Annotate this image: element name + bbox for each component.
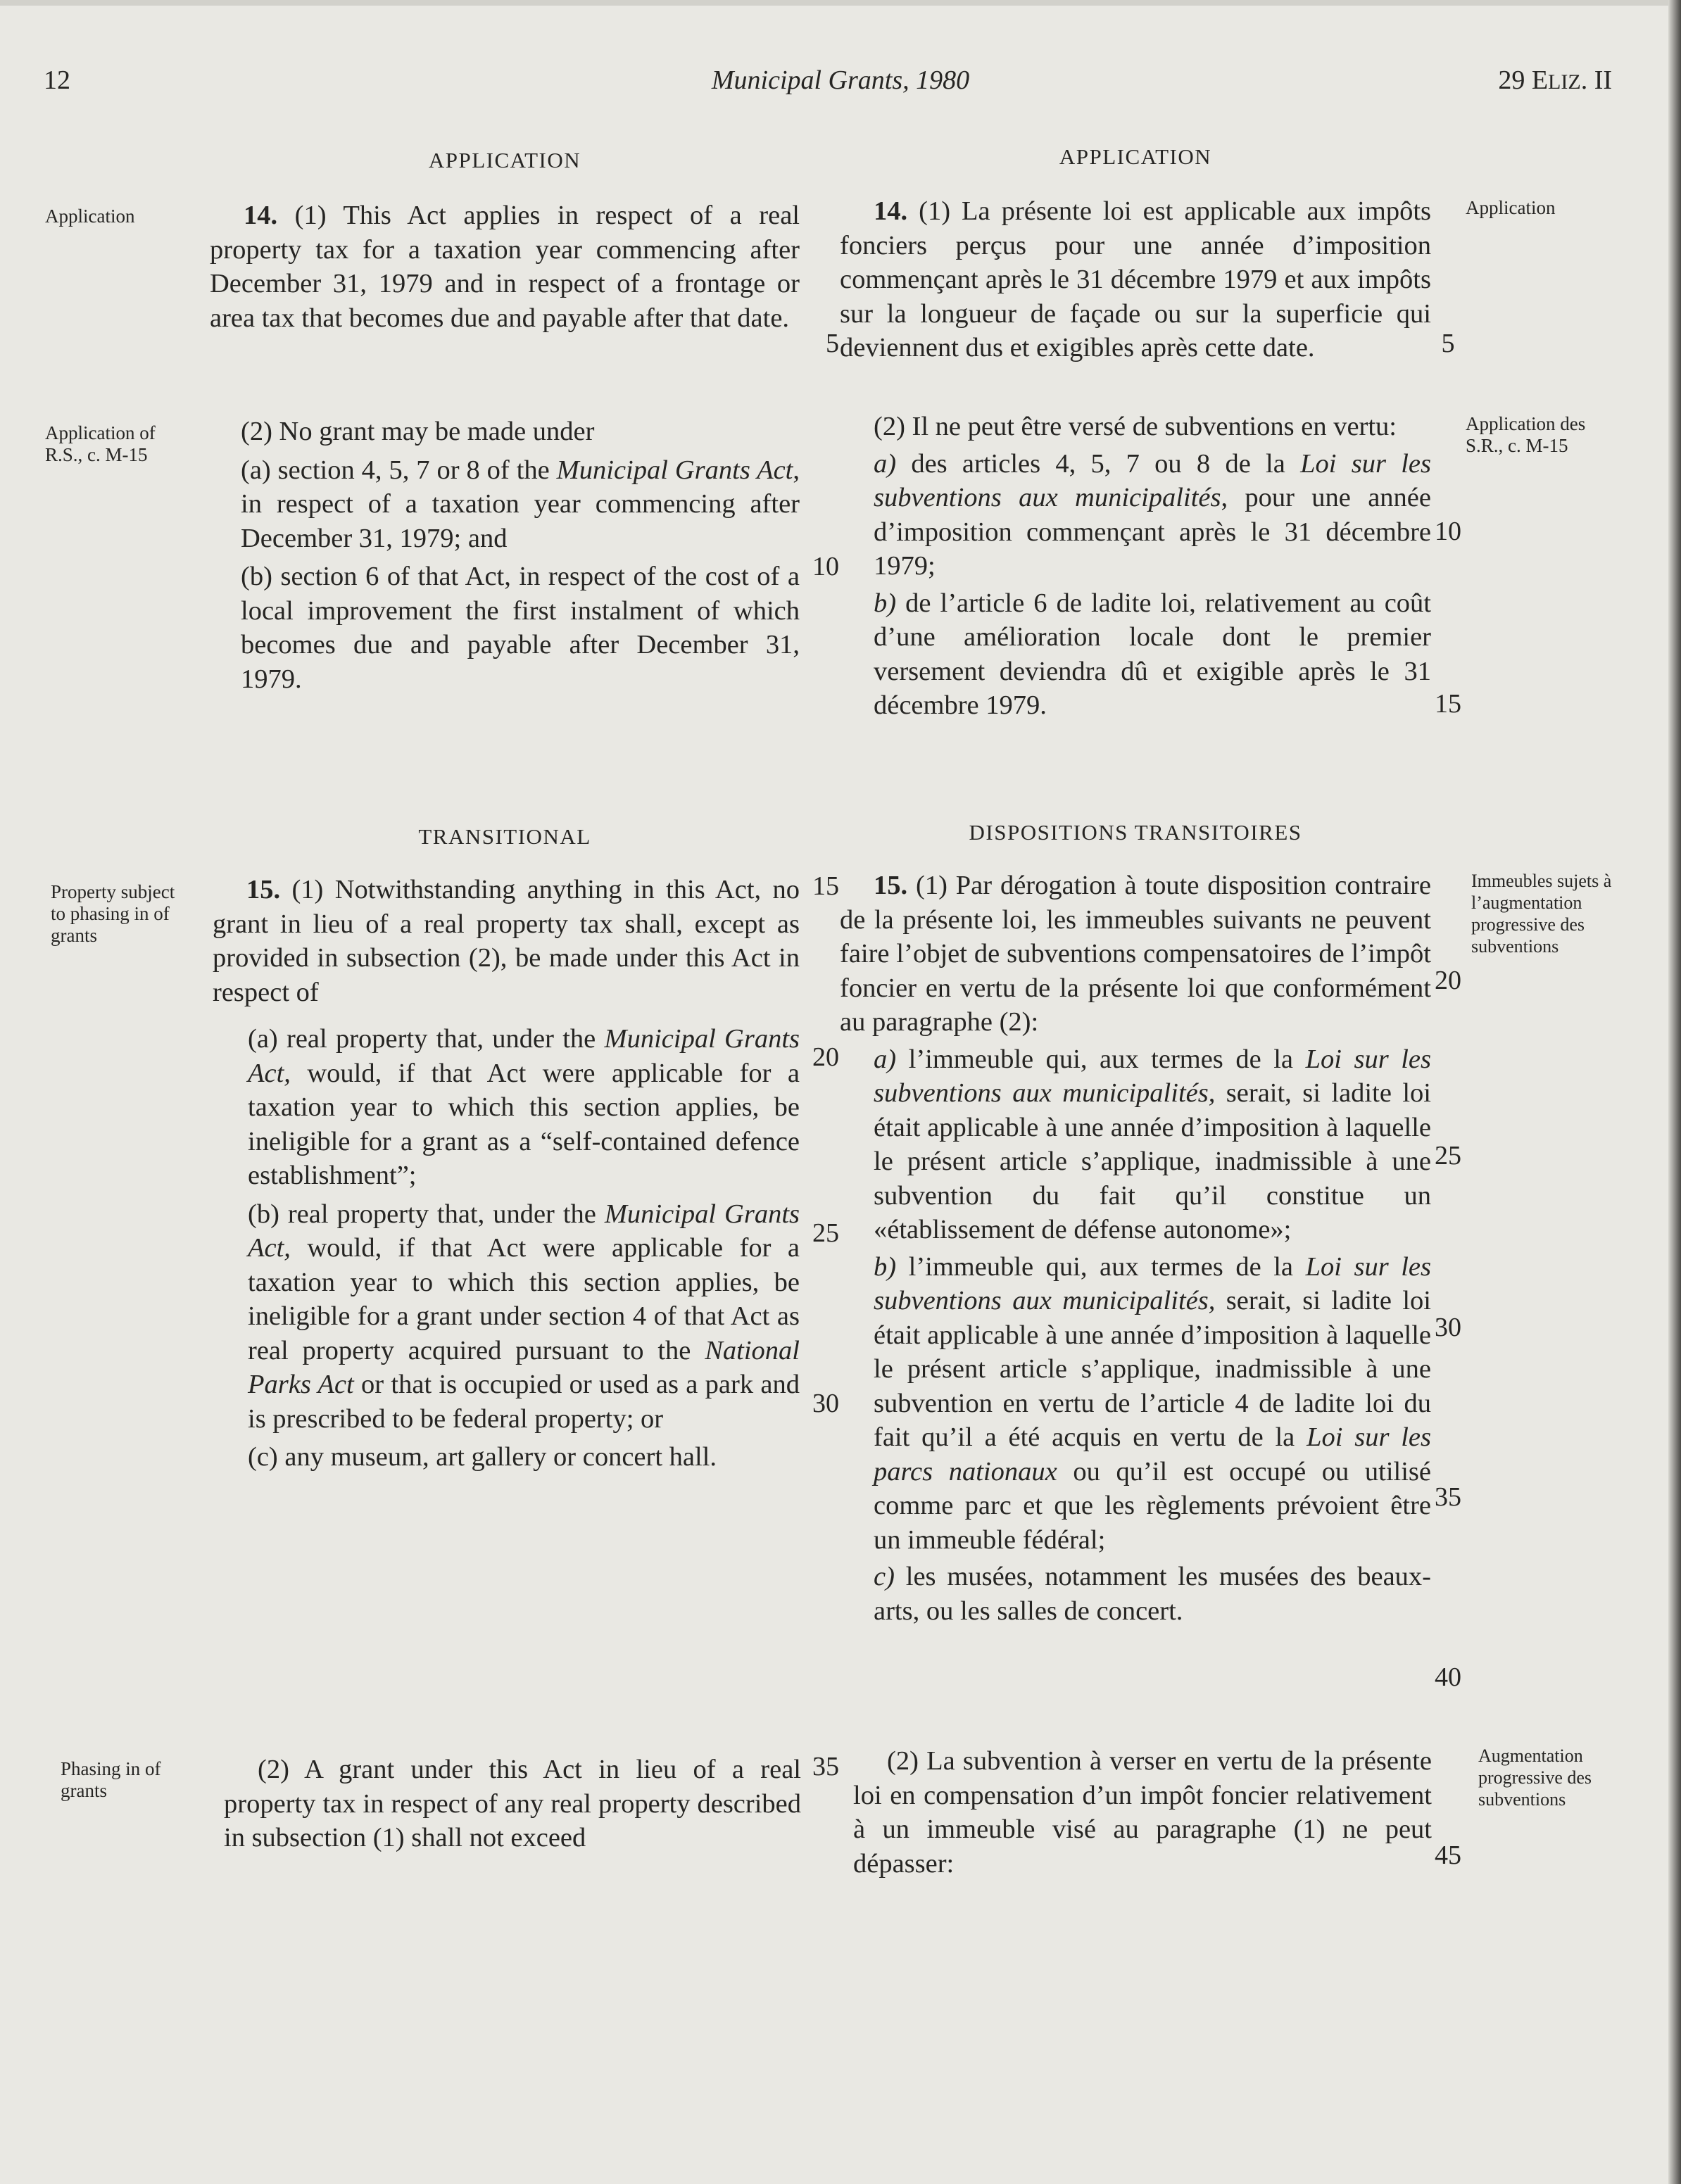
en-s14-2-b (241, 560, 800, 696)
en-s14-number: 14. (244, 201, 278, 230)
fr-s15-1-text: (1) Par dérogation à toute disposition contraire de la présente loi, les immeubles suivants ne peuvent faire l’objet de subventions compensatoires de l’impôt foncier en vertu de la présente loi que conformément au paragraphe (2): (840, 871, 1431, 1037)
en-s14-2-a-text1: section 4, 5, 7 or 8 of the (270, 455, 557, 485)
section-title-application-fr: APPLICATION (1059, 144, 1212, 169)
en-s14-2-a (241, 453, 800, 556)
page-edge-shadow (1668, 0, 1681, 2184)
en-s14-2-a-label: (a) (241, 455, 271, 485)
regnal-year-numeral: . II (1580, 65, 1612, 95)
line-number-right-10: 10 (1435, 517, 1461, 546)
line-number-right-20: 20 (1435, 966, 1461, 995)
marginal-note-application-en: Application (45, 206, 135, 227)
marginal-note-application-rs: Application of R.S., c. M-15 (45, 422, 156, 465)
line-number-mid-5: 5 (826, 329, 839, 358)
page-top-shadow (0, 0, 1681, 6)
fr-s14-1 (840, 194, 1431, 365)
fr-s15-1-a-text1: l’immeuble qui, aux termes de la (896, 1044, 1306, 1074)
en-s15-2 (224, 1753, 801, 1855)
fr-s14-2-a-text2: , pour une année d’imposition commençant après le 31 décembre 1979; (874, 483, 1431, 581)
section-title-transitional-en: TRANSITIONAL (418, 824, 591, 849)
en-s14-1 (210, 198, 800, 335)
fr-s15-1-a-label: a) (874, 1044, 897, 1074)
fr-s15-1-b-text3: ou qu’il est occupé ou utilisé comme parc et que les règlements prévoient être un immeuble fédéral; (874, 1456, 1431, 1555)
fr-s15-1-b-text1: l’immeuble qui, aux termes de la (896, 1251, 1306, 1282)
fr-s15-2 (853, 1744, 1432, 1881)
line-number-right-5: 5 (1441, 329, 1455, 358)
fr-s14-2-b-label: b) (874, 588, 897, 618)
fr-s15-1-c-label: c) (874, 1562, 895, 1591)
fr-s15-1-a (840, 1042, 1431, 1247)
en-s14-2-a-text2: , in respect of a taxation year commencing after December 31, 1979; and (241, 455, 800, 553)
en-s14-2-a-act: Municipal Grants Act (556, 455, 793, 485)
marginal-note-phasing-en: Phasing in of grants (61, 1758, 161, 1801)
fr-s15-1-intro (840, 869, 1431, 1040)
fr-s15-1 (840, 869, 1431, 1628)
line-number-mid-30: 30 (812, 1389, 839, 1418)
fr-s14-number: 14. (874, 196, 908, 226)
fr-s14-2-a (840, 447, 1431, 583)
en-s15-1-c-label: (c) (248, 1442, 278, 1472)
en-s14-2-b-text: section 6 of that Act, in respect of the cost of a local improvement the first instalment of which becomes due and payable after December 31, 1979. (241, 562, 800, 694)
en-s15-1-b (213, 1197, 800, 1437)
en-s15-1-text: (1) Notwithstanding anything in this Act, no grant in lieu of a real property tax shall, except as provided in subsection (2), be made under this Act in respect of (213, 875, 800, 1007)
en-s15-1-c-text: any museum, art gallery or concert hall. (277, 1442, 717, 1472)
en-s15-1-b-text3: or that is occupied or used as a park and is prescribed to be federal property; or (248, 1370, 800, 1434)
en-s15-1 (213, 873, 800, 1475)
line-number-right-40: 40 (1435, 1662, 1461, 1692)
fr-s15-1-c-text: les musées, notamment les musées des beaux-arts, ou les salles de concert. (874, 1562, 1431, 1626)
en-s15-1-a-text1: real property that, under the (277, 1024, 605, 1054)
line-number-right-45: 45 (1435, 1841, 1461, 1870)
running-title: Municipal Grants, 1980 (711, 65, 970, 95)
fr-s15-1-c (840, 1560, 1431, 1628)
fr-s15-1-b-act: Loi sur les subventions aux municipalités, (874, 1251, 1432, 1315)
en-s15-1-b-act: Municipal Grants Act, (248, 1199, 800, 1263)
en-s15-1-b-text1: real property that, under the (279, 1199, 605, 1229)
en-s15-1-a-label: (a) (248, 1024, 278, 1054)
en-s15-1-a (213, 1022, 800, 1193)
regnal-year-smallcaps: LIZ (1548, 70, 1581, 94)
fr-s15-1-a-text2: serait, si ladite loi était applicable à une année d’imposition à laquelle le présent article s’applique, inadmissible à une subvention du fait qu’il constitue un «établissement de défense autonome»; (874, 1078, 1431, 1244)
line-number-right-30: 30 (1435, 1313, 1461, 1342)
en-s14-1-text: (1) This Act applies in respect of a real property tax for a taxation year commencing after December 31, 1979 and in respect of a frontage or area tax that becomes due and payable after that date. (210, 201, 800, 333)
fr-s14-2-b (840, 586, 1431, 723)
fr-s14-2-intro: (2) Il ne peut être versé de subventions en vertu: (874, 412, 1397, 441)
marginal-note-application-sr: Application des S.R., c. M-15 (1466, 413, 1586, 456)
marginal-note-application-fr: Application (1466, 197, 1556, 218)
marginal-note-immeubles: Immeubles sujets à l’augmentation progressive des subventions (1471, 871, 1612, 957)
line-number-mid-25: 25 (812, 1218, 839, 1248)
fr-s15-1-a-act: Loi sur les subventions aux municipalités, (874, 1044, 1432, 1108)
en-s15-1-b-label: (b) (248, 1199, 279, 1229)
page-number: 12 (44, 65, 70, 95)
fr-s14-1-text: (1) La présente loi est applicable aux impôts fonciers perçus pour une année d’imposition commençant après le 31 décembre 1979 et aux impôts sur la longueur de façade ou sur la superficie qui deviennent dus et exigibles après cette date. (840, 196, 1431, 362)
fr-s15-1-b-text2: serait, si ladite loi était applicable à une année d’imposition à laquelle le présent article s’applique, inadmissible à une subvention en vertu de l’article 4 de ladite loi du fait qu’il a été acquis en vertu de la (874, 1286, 1431, 1452)
en-s15-2-text: (2) A grant under this Act in lieu of a real property tax in respect of any real property described in subsection (1) shall not exceed (224, 1755, 801, 1852)
line-number-mid-15: 15 (812, 871, 839, 901)
fr-s15-1-b-act2: Loi sur les parcs nationaux (874, 1422, 1431, 1486)
regnal-year-number: 29 E (1498, 65, 1549, 95)
line-number-mid-10: 10 (812, 552, 839, 581)
en-s15-1-b-text2: would, if that Act were applicable for a taxation year to which this section applies, be ineligible for a grant under section 4 of that Act as real property acquired pursuant to the (248, 1233, 800, 1365)
line-number-right-25: 25 (1435, 1141, 1461, 1170)
marginal-note-property-subject: Property subject to phasing in of grants (51, 881, 175, 946)
fr-s14-2-a-label: a) (874, 448, 897, 479)
section-title-transitional-fr: DISPOSITIONS TRANSITOIRES (969, 820, 1302, 845)
en-s15-1-c (213, 1440, 800, 1475)
en-s14-2-intro: (2) No grant may be made under (241, 417, 595, 446)
marginal-note-augmentation: Augmentation progressive des subventions (1478, 1746, 1592, 1810)
line-number-mid-35: 35 (812, 1752, 839, 1781)
fr-s14-2-a-act: Loi sur les subventions aux municipalités (874, 448, 1432, 512)
en-s14-2-b-label: (b) (241, 562, 272, 591)
section-title-application-en: APPLICATION (428, 148, 581, 172)
en-s14-2 (241, 415, 800, 696)
fr-s15-2-text: (2) La subvention à verser en vertu de la présente loi en compensation d’un impôt foncier relativement à un immeuble visé au paragraphe (1) ne peut dépasser: (853, 1746, 1432, 1879)
fr-s14-2-b-text: de l’article 6 de ladite loi, relativement au coût d’une amélioration locale dont le premier versement deviendra dû et exigible après le 31 décembre 1979. (874, 588, 1431, 720)
line-number-mid-20: 20 (812, 1042, 839, 1072)
fr-s14-2-a-text1: des articles 4, 5, 7 ou 8 de la (896, 448, 1301, 479)
en-s15-number: 15. (246, 875, 281, 904)
fr-s15-number: 15. (874, 871, 908, 900)
fr-s15-1-b-label: b) (874, 1251, 897, 1282)
fr-s15-1-b (840, 1250, 1431, 1558)
en-s15-1-intro (213, 873, 800, 1009)
fr-s14-2 (840, 410, 1431, 723)
line-number-right-15: 15 (1435, 689, 1461, 719)
regnal-year (1498, 65, 1612, 96)
en-s15-1-a-act: Municipal Grants Act, (248, 1024, 800, 1088)
en-s15-1-a-text2: would, if that Act were applicable for a taxation year to which this section applies, be ineligible for a grant as a “self-contained defence establishment”; (248, 1058, 800, 1190)
en-s15-1-b-act2: National Parks Act (248, 1335, 800, 1399)
line-number-right-35: 35 (1435, 1482, 1461, 1512)
